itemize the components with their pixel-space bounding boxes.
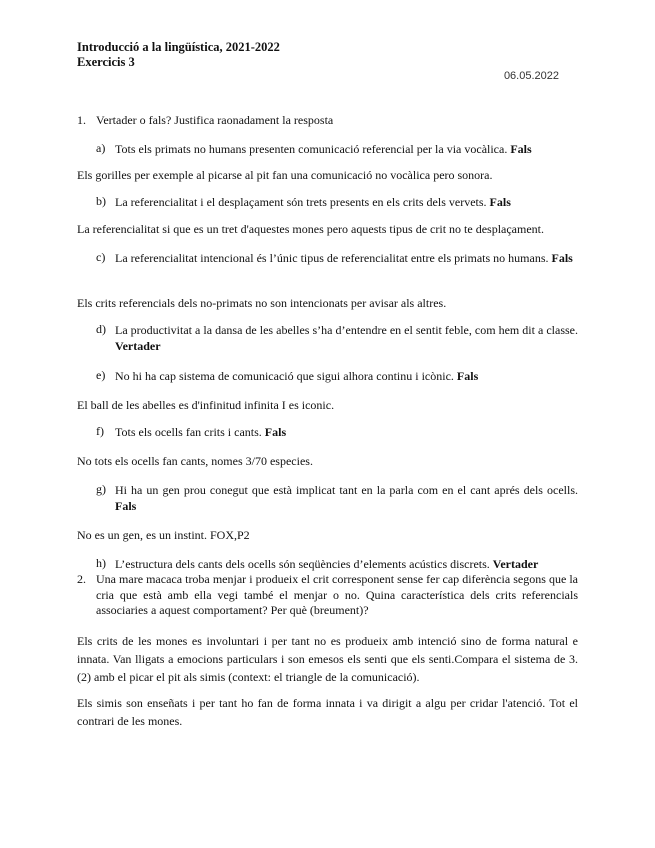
- item-f-text: Tots els ocells fan crits i cants.: [115, 425, 262, 439]
- item-f-answer: No tots els ocells fan cants, nomes 3/70 especies.: [77, 454, 313, 468]
- item-b-text: La referencialitat i el desplaçament són trets presents en els crits dels vervets.: [115, 195, 487, 209]
- item-f-statement: [115, 424, 578, 440]
- item-e-answer: El ball de les abelles es d'infinitud infinita I es iconic.: [77, 398, 335, 412]
- item-e-verdict: Fals: [456, 369, 479, 383]
- item-d-text: La productivitat a la dansa de les abelles s’ha d’entendre en el sentit feble, com hem dit a classe.: [115, 323, 578, 337]
- item-d-verdict: Vertader: [115, 339, 161, 353]
- item-e-label: e): [96, 368, 106, 382]
- item-b-statement: [115, 194, 578, 210]
- item-h-label: h): [96, 556, 106, 570]
- item-c-text: La referencialitat intencional és l’únic tipus de referencialitat entre els primats no humans.: [115, 251, 549, 265]
- item-g-answer: No es un gen, es un instint. FOX,P2: [77, 528, 250, 542]
- item-b-answer: La referencialitat si que es un tret d'aquestes mones pero aquests tipus de crit no te desplaçament.: [77, 222, 544, 236]
- item-a-answer: Els gorilles per exemple al picarse al pit fan una comunicació no vocàlica pero sonora.: [77, 168, 493, 182]
- question-1-number: 1.: [77, 113, 86, 127]
- question-2-answer-2: Els simis son enseñats i per tant ho fan de forma innata i va dirigit a algu per cridar l'atenció. Tot el contrari de les mones.: [77, 696, 578, 728]
- item-d-statement: [115, 322, 578, 354]
- item-g-statement: [115, 482, 578, 514]
- item-h-verdict: Vertader: [492, 557, 539, 571]
- question-2-text: Una mare macaca troba menjar i produeix el crit corresponent sense fer cap diferència segons que la cria que està amb ella vegi també el menjar o no. Quina característica dels crits referencials associaries a aquest comportament? Per què (breument)?: [96, 572, 578, 617]
- item-c-label: c): [96, 250, 106, 264]
- item-f-verdict: Fals: [264, 425, 287, 439]
- item-g-label: g): [96, 482, 106, 496]
- item-h-statement: [115, 556, 578, 572]
- item-a-statement: [115, 141, 578, 157]
- item-c-statement: [115, 250, 578, 266]
- question-1-text: Vertader o fals? Justifica raonadament la resposta: [96, 113, 334, 127]
- item-d-label: d): [96, 322, 106, 336]
- item-e-statement: [115, 368, 578, 384]
- course-title: Introducció a la lingüística, 2021-2022: [77, 40, 280, 54]
- question-2-answer-1: Els crits de les mones es involuntari i per tant no es produeix amb intenció sino de forma natural e innata. Van lligats a emocions particulars i son emesos els senti que els senti.Compara el sistema de 3. (2) amb el picar el pit als simis (context: el triangle de la comunicació).: [77, 634, 578, 684]
- item-g-verdict: Fals: [115, 499, 137, 513]
- document-date: 06.05.2022: [503, 70, 559, 82]
- item-c-answer: Els crits referencials dels no-primats no son intencionats per avisar als altres.: [77, 296, 447, 310]
- item-e-text: No hi ha cap sistema de comunicació que sigui alhora continu i icònic.: [115, 369, 454, 383]
- item-a-label: a): [96, 141, 106, 155]
- question-2-number: 2.: [77, 572, 86, 586]
- item-a-verdict: Fals: [510, 142, 532, 156]
- item-b-verdict: Fals: [489, 195, 511, 209]
- item-h-text: L’estructura dels cants dels ocells són seqüències d’elements acústics discrets.: [115, 557, 490, 571]
- item-b-label: b): [96, 194, 106, 208]
- item-c-verdict: Fals: [551, 251, 573, 265]
- item-g-text: Hi ha un gen prou conegut que està implicat tant en la parla com en el cant aprés dels ocells.: [115, 483, 578, 497]
- item-a-text: Tots els primats no humans presenten comunicació referencial per la via vocàlica.: [115, 142, 508, 156]
- exercise-title: Exercicis 3: [77, 55, 135, 69]
- item-f-label: f): [96, 424, 104, 438]
- document-header: [77, 40, 280, 70]
